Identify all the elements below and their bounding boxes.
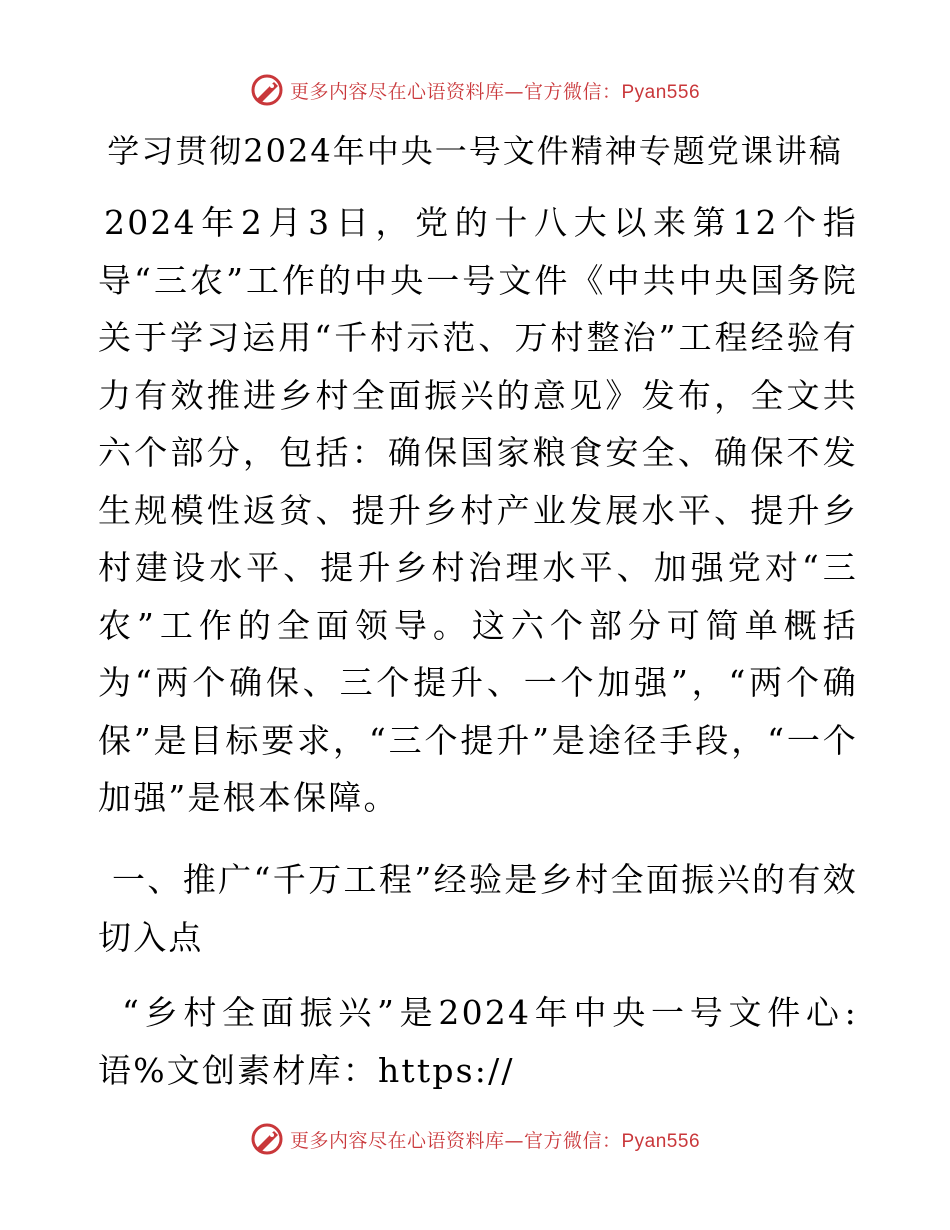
banner-site-name: 更多内容尽在心语资料库 [289,1129,505,1152]
banner-separator: — [504,1129,524,1152]
paragraph-intro: 2024年2月3日，党的十八大以来第12个指导“三农”工作的中央一号文件《中共中央国务院关于学习运用“千村示范、万村整治”工程经验有力有效推进乡村全面振兴的意见》发布，全文共六个部分，包括：确保国家粮食安全、确保不发生规模性返贫、提升乡村产业发展水平、提升乡村建设水平、提升乡村治理水平、加强党对“三农”工作的全面领导。这六个部分可简单概括为“两个确保、三个提升、一个加强”，“两个确保”是目标要求，“三个提升”是途径手段，“一个加强”是根本保障。 [98,203,858,817]
paragraph-section-1: “乡村全面振兴”是2024年中央一号文件心:语%文创素材库：https:// [98,993,858,1090]
pen-nib-logo-icon [250,1122,284,1156]
banner-wechat: 官方微信：Pyan556 [524,1130,701,1152]
banner-text [290,1126,700,1153]
document-title: 学习贯彻2024年中央一号文件精神专题党课讲稿 [107,132,843,170]
footer-watermark-banner [0,1119,950,1159]
banner-text [290,77,700,104]
banner-site-name: 更多内容尽在心语资料库 [289,80,505,103]
header-watermark-banner [0,70,950,110]
banner-wechat: 官方微信：Pyan556 [524,81,701,103]
banner-separator: — [504,80,524,103]
pen-nib-logo-icon [250,73,284,107]
section-heading-1: 一、推广“千万工程”经验是乡村全面振兴的有效切入点 [98,860,858,957]
